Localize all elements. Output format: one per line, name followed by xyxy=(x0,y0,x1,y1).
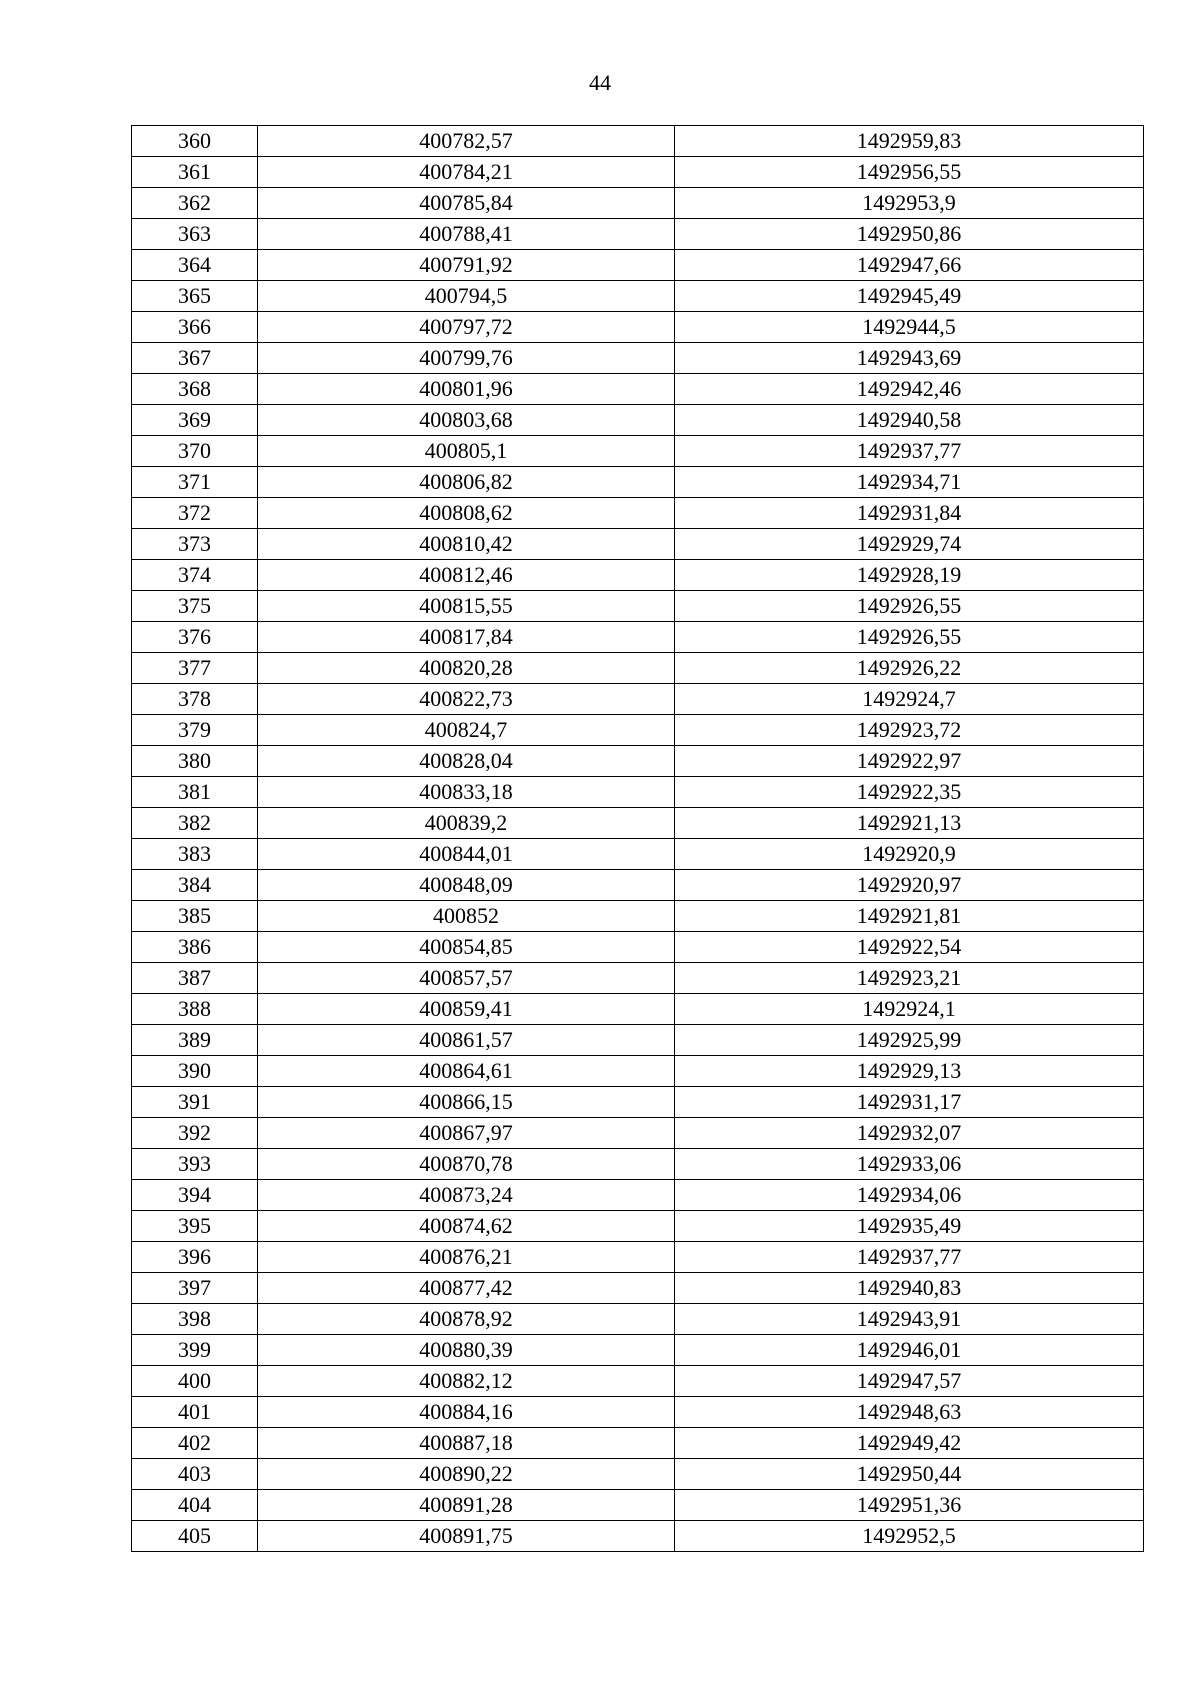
point-number-cell: 364 xyxy=(132,250,258,281)
y-coordinate-cell: 1492932,07 xyxy=(675,1118,1144,1149)
point-number-cell: 386 xyxy=(132,932,258,963)
page-number: 44 xyxy=(589,70,611,95)
x-coordinate-cell: 400878,92 xyxy=(258,1304,675,1335)
y-coordinate-cell: 1492942,46 xyxy=(675,374,1144,405)
point-number-cell: 404 xyxy=(132,1490,258,1521)
x-coordinate-cell: 400782,57 xyxy=(258,126,675,157)
table-row xyxy=(132,963,1144,994)
y-coordinate-cell: 1492921,13 xyxy=(675,808,1144,839)
x-coordinate-cell: 400891,75 xyxy=(258,1521,675,1552)
x-coordinate-cell: 400788,41 xyxy=(258,219,675,250)
point-number-cell: 381 xyxy=(132,777,258,808)
y-coordinate-cell: 1492923,21 xyxy=(675,963,1144,994)
point-number-cell: 369 xyxy=(132,405,258,436)
y-coordinate-cell: 1492952,5 xyxy=(675,1521,1144,1552)
point-number-cell: 403 xyxy=(132,1459,258,1490)
y-coordinate-cell: 1492924,1 xyxy=(675,994,1144,1025)
x-coordinate-cell: 400874,62 xyxy=(258,1211,675,1242)
x-coordinate-cell: 400839,2 xyxy=(258,808,675,839)
y-coordinate-cell: 1492956,55 xyxy=(675,157,1144,188)
table-row xyxy=(132,343,1144,374)
table-row xyxy=(132,1242,1144,1273)
table-row xyxy=(132,1025,1144,1056)
x-coordinate-cell: 400791,92 xyxy=(258,250,675,281)
point-number-cell: 398 xyxy=(132,1304,258,1335)
point-number-cell: 373 xyxy=(132,529,258,560)
y-coordinate-cell: 1492950,86 xyxy=(675,219,1144,250)
table-row xyxy=(132,1056,1144,1087)
point-number-cell: 362 xyxy=(132,188,258,219)
point-number-cell: 375 xyxy=(132,591,258,622)
table-row xyxy=(132,746,1144,777)
x-coordinate-cell: 400806,82 xyxy=(258,467,675,498)
x-coordinate-cell: 400822,73 xyxy=(258,684,675,715)
point-number-cell: 367 xyxy=(132,343,258,374)
point-number-cell: 401 xyxy=(132,1397,258,1428)
x-coordinate-cell: 400808,62 xyxy=(258,498,675,529)
point-number-cell: 400 xyxy=(132,1366,258,1397)
y-coordinate-cell: 1492925,99 xyxy=(675,1025,1144,1056)
y-coordinate-cell: 1492959,83 xyxy=(675,126,1144,157)
x-coordinate-cell: 400824,7 xyxy=(258,715,675,746)
y-coordinate-cell: 1492934,71 xyxy=(675,467,1144,498)
x-coordinate-cell: 400848,09 xyxy=(258,870,675,901)
table-row xyxy=(132,591,1144,622)
y-coordinate-cell: 1492943,91 xyxy=(675,1304,1144,1335)
table-row xyxy=(132,498,1144,529)
table-row xyxy=(132,529,1144,560)
y-coordinate-cell: 1492926,55 xyxy=(675,622,1144,653)
table-row xyxy=(132,808,1144,839)
x-coordinate-cell: 400884,16 xyxy=(258,1397,675,1428)
table-row xyxy=(132,715,1144,746)
x-coordinate-cell: 400891,28 xyxy=(258,1490,675,1521)
point-number-cell: 379 xyxy=(132,715,258,746)
table-row xyxy=(132,901,1144,932)
x-coordinate-cell: 400817,84 xyxy=(258,622,675,653)
table-row xyxy=(132,932,1144,963)
table-row xyxy=(132,1490,1144,1521)
table-row xyxy=(132,1335,1144,1366)
y-coordinate-cell: 1492924,7 xyxy=(675,684,1144,715)
y-coordinate-cell: 1492945,49 xyxy=(675,281,1144,312)
point-number-cell: 392 xyxy=(132,1118,258,1149)
y-coordinate-cell: 1492929,74 xyxy=(675,529,1144,560)
x-coordinate-cell: 400887,18 xyxy=(258,1428,675,1459)
y-coordinate-cell: 1492943,69 xyxy=(675,343,1144,374)
point-number-cell: 366 xyxy=(132,312,258,343)
y-coordinate-cell: 1492948,63 xyxy=(675,1397,1144,1428)
x-coordinate-cell: 400815,55 xyxy=(258,591,675,622)
point-number-cell: 365 xyxy=(132,281,258,312)
point-number-cell: 397 xyxy=(132,1273,258,1304)
y-coordinate-cell: 1492926,22 xyxy=(675,653,1144,684)
y-coordinate-cell: 1492947,66 xyxy=(675,250,1144,281)
point-number-cell: 385 xyxy=(132,901,258,932)
point-number-cell: 383 xyxy=(132,839,258,870)
table-row xyxy=(132,157,1144,188)
y-coordinate-cell: 1492920,9 xyxy=(675,839,1144,870)
table-row xyxy=(132,1459,1144,1490)
x-coordinate-cell: 400801,96 xyxy=(258,374,675,405)
y-coordinate-cell: 1492953,9 xyxy=(675,188,1144,219)
table-row xyxy=(132,870,1144,901)
table-row xyxy=(132,839,1144,870)
y-coordinate-cell: 1492931,84 xyxy=(675,498,1144,529)
table-row xyxy=(132,1180,1144,1211)
x-coordinate-cell: 400876,21 xyxy=(258,1242,675,1273)
table-row xyxy=(132,188,1144,219)
x-coordinate-cell: 400844,01 xyxy=(258,839,675,870)
y-coordinate-cell: 1492920,97 xyxy=(675,870,1144,901)
point-number-cell: 371 xyxy=(132,467,258,498)
table-row xyxy=(132,1397,1144,1428)
point-number-cell: 374 xyxy=(132,560,258,591)
table-row xyxy=(132,374,1144,405)
x-coordinate-cell: 400828,04 xyxy=(258,746,675,777)
y-coordinate-cell: 1492937,77 xyxy=(675,1242,1144,1273)
point-number-cell: 388 xyxy=(132,994,258,1025)
y-coordinate-cell: 1492926,55 xyxy=(675,591,1144,622)
point-number-cell: 402 xyxy=(132,1428,258,1459)
x-coordinate-cell: 400785,84 xyxy=(258,188,675,219)
table-row xyxy=(132,219,1144,250)
point-number-cell: 387 xyxy=(132,963,258,994)
table-row xyxy=(132,653,1144,684)
table-row xyxy=(132,1211,1144,1242)
x-coordinate-cell: 400805,1 xyxy=(258,436,675,467)
table-row xyxy=(132,312,1144,343)
table-row xyxy=(132,1521,1144,1552)
point-number-cell: 396 xyxy=(132,1242,258,1273)
table-row xyxy=(132,560,1144,591)
point-number-cell: 363 xyxy=(132,219,258,250)
y-coordinate-cell: 1492940,83 xyxy=(675,1273,1144,1304)
x-coordinate-cell: 400873,24 xyxy=(258,1180,675,1211)
table-row xyxy=(132,1428,1144,1459)
coordinates-table xyxy=(131,125,1144,1552)
table-row xyxy=(132,281,1144,312)
point-number-cell: 376 xyxy=(132,622,258,653)
y-coordinate-cell: 1492921,81 xyxy=(675,901,1144,932)
table-row xyxy=(132,405,1144,436)
point-number-cell: 394 xyxy=(132,1180,258,1211)
point-number-cell: 377 xyxy=(132,653,258,684)
point-number-cell: 389 xyxy=(132,1025,258,1056)
point-number-cell: 382 xyxy=(132,808,258,839)
table-row xyxy=(132,777,1144,808)
x-coordinate-cell: 400833,18 xyxy=(258,777,675,808)
y-coordinate-cell: 1492922,54 xyxy=(675,932,1144,963)
y-coordinate-cell: 1492940,58 xyxy=(675,405,1144,436)
x-coordinate-cell: 400859,41 xyxy=(258,994,675,1025)
x-coordinate-cell: 400794,5 xyxy=(258,281,675,312)
table-body xyxy=(132,126,1144,1552)
x-coordinate-cell: 400864,61 xyxy=(258,1056,675,1087)
point-number-cell: 391 xyxy=(132,1087,258,1118)
table-row xyxy=(132,467,1144,498)
y-coordinate-cell: 1492923,72 xyxy=(675,715,1144,746)
table-row xyxy=(132,684,1144,715)
point-number-cell: 361 xyxy=(132,157,258,188)
y-coordinate-cell: 1492944,5 xyxy=(675,312,1144,343)
x-coordinate-cell: 400867,97 xyxy=(258,1118,675,1149)
x-coordinate-cell: 400877,42 xyxy=(258,1273,675,1304)
point-number-cell: 395 xyxy=(132,1211,258,1242)
point-number-cell: 368 xyxy=(132,374,258,405)
y-coordinate-cell: 1492934,06 xyxy=(675,1180,1144,1211)
x-coordinate-cell: 400799,76 xyxy=(258,343,675,374)
table-row xyxy=(132,622,1144,653)
point-number-cell: 360 xyxy=(132,126,258,157)
y-coordinate-cell: 1492937,77 xyxy=(675,436,1144,467)
y-coordinate-cell: 1492929,13 xyxy=(675,1056,1144,1087)
y-coordinate-cell: 1492935,49 xyxy=(675,1211,1144,1242)
y-coordinate-cell: 1492951,36 xyxy=(675,1490,1144,1521)
y-coordinate-cell: 1492947,57 xyxy=(675,1366,1144,1397)
point-number-cell: 393 xyxy=(132,1149,258,1180)
x-coordinate-cell: 400861,57 xyxy=(258,1025,675,1056)
table-row xyxy=(132,1118,1144,1149)
y-coordinate-cell: 1492946,01 xyxy=(675,1335,1144,1366)
table-row xyxy=(132,1149,1144,1180)
x-coordinate-cell: 400857,57 xyxy=(258,963,675,994)
x-coordinate-cell: 400854,85 xyxy=(258,932,675,963)
y-coordinate-cell: 1492928,19 xyxy=(675,560,1144,591)
point-number-cell: 370 xyxy=(132,436,258,467)
x-coordinate-cell: 400890,22 xyxy=(258,1459,675,1490)
x-coordinate-cell: 400797,72 xyxy=(258,312,675,343)
table-row xyxy=(132,1366,1144,1397)
x-coordinate-cell: 400866,15 xyxy=(258,1087,675,1118)
point-number-cell: 390 xyxy=(132,1056,258,1087)
point-number-cell: 372 xyxy=(132,498,258,529)
table-row xyxy=(132,436,1144,467)
y-coordinate-cell: 1492933,06 xyxy=(675,1149,1144,1180)
x-coordinate-cell: 400852 xyxy=(258,901,675,932)
table-row xyxy=(132,126,1144,157)
point-number-cell: 384 xyxy=(132,870,258,901)
y-coordinate-cell: 1492950,44 xyxy=(675,1459,1144,1490)
table-row xyxy=(132,994,1144,1025)
point-number-cell: 378 xyxy=(132,684,258,715)
x-coordinate-cell: 400812,46 xyxy=(258,560,675,591)
x-coordinate-cell: 400882,12 xyxy=(258,1366,675,1397)
table-row xyxy=(132,1273,1144,1304)
table-row xyxy=(132,1087,1144,1118)
y-coordinate-cell: 1492949,42 xyxy=(675,1428,1144,1459)
x-coordinate-cell: 400820,28 xyxy=(258,653,675,684)
x-coordinate-cell: 400870,78 xyxy=(258,1149,675,1180)
x-coordinate-cell: 400810,42 xyxy=(258,529,675,560)
table-row xyxy=(132,1304,1144,1335)
point-number-cell: 380 xyxy=(132,746,258,777)
y-coordinate-cell: 1492922,35 xyxy=(675,777,1144,808)
y-coordinate-cell: 1492922,97 xyxy=(675,746,1144,777)
y-coordinate-cell: 1492931,17 xyxy=(675,1087,1144,1118)
x-coordinate-cell: 400784,21 xyxy=(258,157,675,188)
point-number-cell: 405 xyxy=(132,1521,258,1552)
x-coordinate-cell: 400803,68 xyxy=(258,405,675,436)
x-coordinate-cell: 400880,39 xyxy=(258,1335,675,1366)
point-number-cell: 399 xyxy=(132,1335,258,1366)
table-row xyxy=(132,250,1144,281)
